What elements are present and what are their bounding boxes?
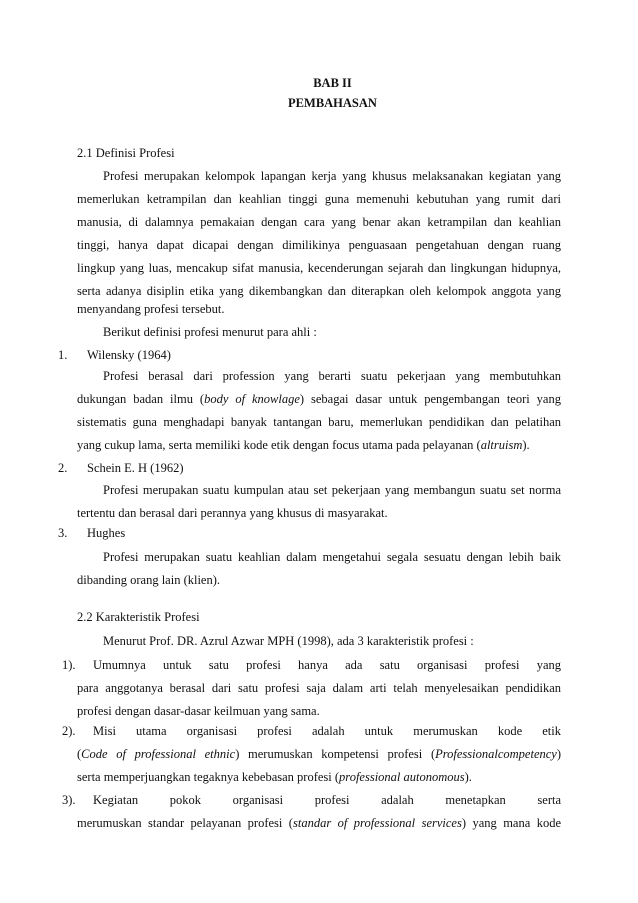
text-segment: para anggotanya berasal dari satu profesi saja dalam arti telah menyelesaikan pendidikan — [77, 681, 561, 695]
expert-number: 1. — [58, 348, 68, 362]
expert-definition-line — [77, 414, 561, 430]
section-2-2-title: 2.2 Karakteristik Profesi — [77, 610, 200, 624]
text-segment: Profesi merupakan suatu kumpulan atau set pekerjaan yang membangun suatu set norma — [103, 483, 561, 497]
text-segment: ) merumuskan kompetensi profesi ( — [235, 747, 436, 761]
paragraph-line: serta adanya disiplin etika yang dikembangkan dan diterapkan oleh kelompok anggota yang — [77, 284, 561, 298]
characteristic-line — [77, 703, 320, 719]
characteristic-number: 3). — [62, 793, 76, 807]
italic-term: standar of professional services — [292, 816, 462, 830]
text-segment: Profesi berasal dari profession yang berarti suatu pekerjaan yang membutuhkan — [103, 369, 561, 383]
expert-number: 2. — [58, 461, 68, 475]
text-segment: ). — [464, 770, 472, 784]
expert-name: Schein E. H (1962) — [87, 461, 184, 475]
expert-definition-line — [77, 391, 561, 407]
text-segment: ). — [522, 438, 530, 452]
characteristic-first-line: Umumnya untuk satu profesi hanya ada satu organisasi profesi yang — [93, 658, 561, 672]
text-segment: profesi dengan dasar-dasar keilmuan yang sama. — [77, 704, 320, 718]
chapter-title: PEMBAHASAN — [288, 96, 377, 110]
characteristic-line — [77, 746, 561, 762]
paragraph-line: tinggi, hanya dapat dicapai dengan dimilikinya penguasaan pengetahuan dengan ruang — [77, 238, 561, 252]
characteristics-intro: Menurut Prof. DR. Azrul Azwar MPH (1998), ada 3 karakteristik profesi : — [103, 634, 474, 648]
expert-name: Hughes — [87, 526, 126, 540]
chapter-heading: BAB II — [313, 76, 352, 90]
text-segment: merumuskan standar pelayanan profesi ( — [77, 816, 293, 830]
paragraph-line: manusia, di dalamnya pemakaian dengan cara yang benar akan ketrampilan dan keahlian — [77, 215, 561, 229]
text-segment: sistematis guna menghadapi banyak tantangan baru, memerlukan pendidikan dan pelatihan — [77, 415, 561, 429]
paragraph-line: lingkup yang luas, mencakup sifat manusia, kecenderungan sejarah dan lingkungan hidupnya, — [77, 261, 561, 275]
text-segment: yang cukup lama, serta memiliki kode etik dengan focus utama pada pelayanan ( — [77, 438, 481, 452]
text-segment: ) yang mana kode — [461, 816, 561, 830]
expert-number: 3. — [58, 526, 68, 540]
text-segment: Profesi merupakan suatu keahlian dalam mengetahui segala sesuatu dengan lebih baik — [103, 550, 561, 564]
characteristic-line — [77, 680, 561, 696]
paragraph-line: Profesi merupakan kelompok lapangan kerja yang khusus melaksanakan kegiatan yang — [103, 169, 561, 183]
paragraph-line: menyandang profesi tersebut. — [77, 302, 225, 316]
experts-intro: Berikut definisi profesi menurut para ahli : — [103, 325, 317, 339]
expert-definition-line — [103, 482, 561, 498]
characteristic-number: 1). — [62, 658, 76, 672]
italic-term: professional autonomous — [339, 770, 465, 784]
section-2-1-title: 2.1 Definisi Profesi — [77, 146, 175, 160]
paragraph-line: memerlukan ketrampilan dan keahlian tinggi guna memenuhi kebutuhan yang rumit dari — [77, 192, 561, 206]
text-segment: dukungan badan ilmu ( — [77, 392, 205, 406]
expert-definition-line — [103, 549, 561, 565]
expert-definition-line — [77, 437, 530, 453]
text-segment: serta memperjuangkan tegaknya kebebasan profesi ( — [77, 770, 340, 784]
italic-term: altruism — [480, 438, 523, 452]
characteristic-first-line: Kegiatan pokok organisasi profesi adalah menetapkan serta — [93, 793, 561, 807]
characteristic-number: 2). — [62, 724, 76, 738]
italic-term: Professionalcompetency — [435, 747, 557, 761]
characteristic-first-line: Misi utama organisasi profesi adalah untuk merumuskan kode etik — [93, 724, 561, 738]
expert-definition-line — [103, 368, 561, 384]
expert-definition-line — [77, 572, 220, 588]
text-segment: tertentu dan berasal dari perannya yang khusus di masyarakat. — [77, 506, 388, 520]
expert-definition-line — [77, 505, 388, 521]
text-segment: ( — [77, 747, 82, 761]
characteristic-line — [77, 815, 561, 831]
text-segment: ) — [556, 747, 561, 761]
italic-term: body of knowlage — [204, 392, 300, 406]
italic-term: Code of professional ethnic — [81, 747, 236, 761]
characteristic-line — [77, 769, 472, 785]
expert-name: Wilensky (1964) — [87, 348, 171, 362]
text-segment: ) sebagai dasar untuk pengembangan teori yang — [299, 392, 561, 406]
text-segment: dibanding orang lain (klien). — [77, 573, 221, 587]
